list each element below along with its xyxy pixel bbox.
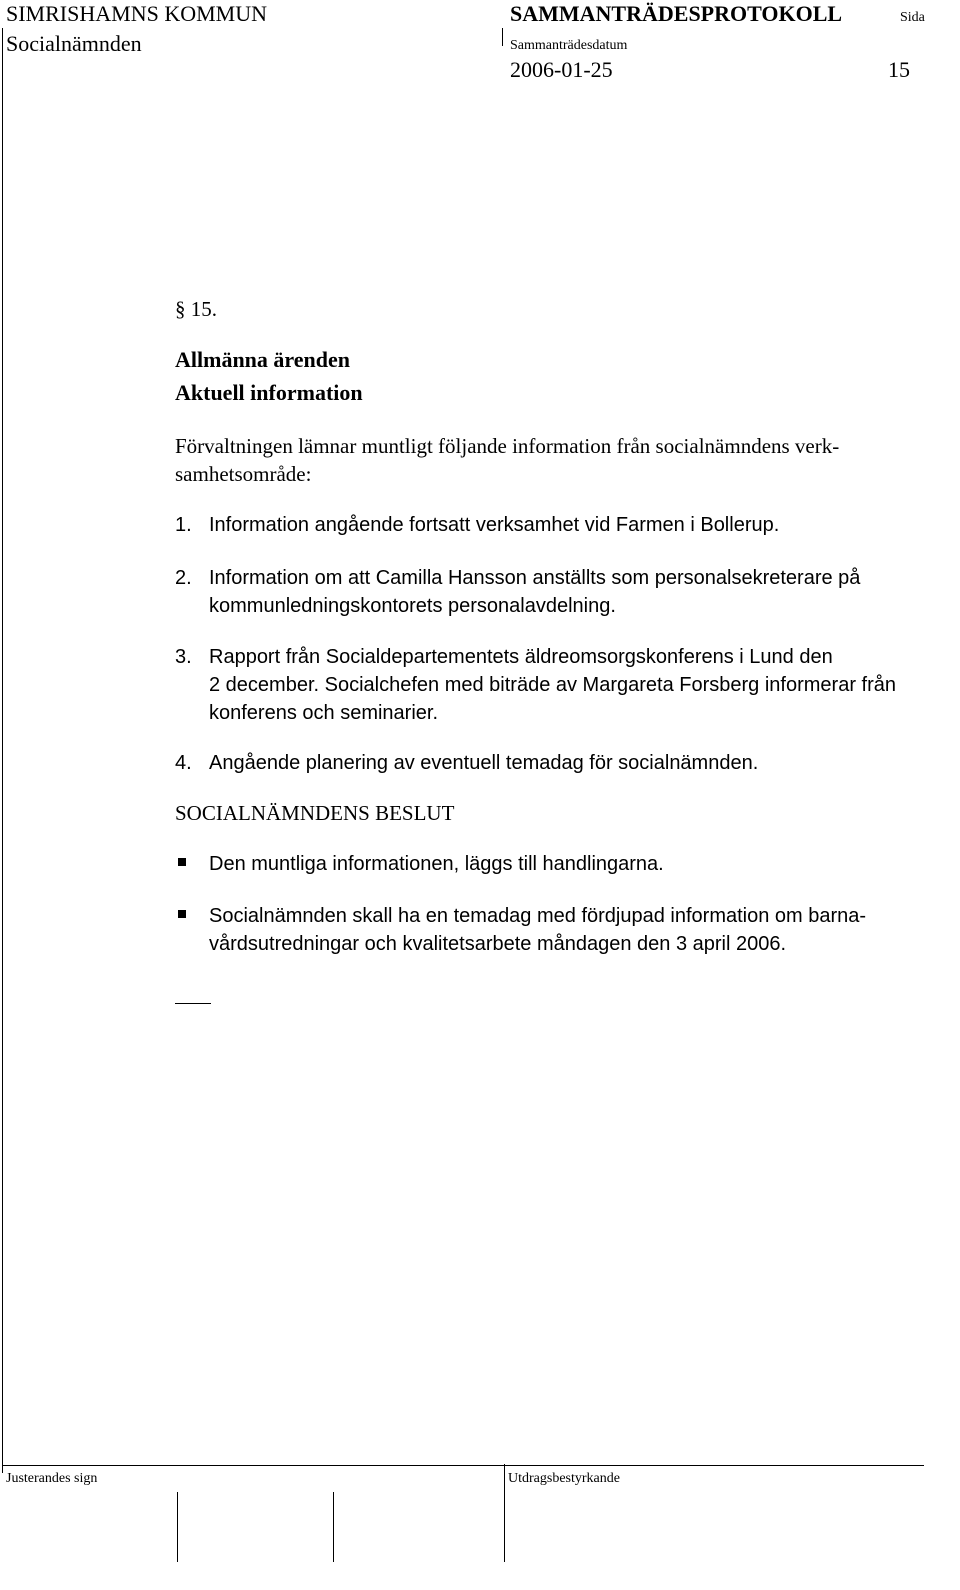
list-item-number: 4. bbox=[175, 752, 192, 774]
page-label: Sida bbox=[900, 10, 925, 25]
list-item-continued: konferens och seminarier. bbox=[209, 702, 439, 724]
left-margin-line bbox=[2, 28, 3, 1473]
municipality-name: SIMRISHAMNS KOMMUN bbox=[6, 1, 267, 26]
list-item: Rapport från Socialdepartementets äldreomsorgskonferens i Lund den bbox=[209, 646, 833, 668]
page-number: 15 bbox=[888, 57, 910, 82]
decision-item-continued: vårdsutredningar och kvalitetsarbete måndagen den 3 april 2006. bbox=[209, 933, 787, 955]
document-type: SAMMANTRÄDESPROTOKOLL bbox=[510, 1, 843, 26]
signature-box-divider bbox=[177, 1492, 178, 1562]
decision-heading: SOCIALNÄMNDENS BESLUT bbox=[175, 801, 455, 825]
decision-item: Den muntliga informationen, läggs till handlingarna. bbox=[209, 853, 664, 875]
bullet-icon bbox=[178, 858, 186, 866]
list-item-number: 1. bbox=[175, 514, 192, 536]
justerandes-sign-label: Justerandes sign bbox=[6, 1471, 98, 1486]
list-item: Information angående fortsatt verksamhet vid Farmen i Bollerup. bbox=[209, 514, 780, 536]
signature-box-divider bbox=[504, 1464, 505, 1562]
list-item: Angående planering av eventuell temadag för socialnämnden. bbox=[209, 752, 759, 774]
header-divider-line bbox=[502, 28, 503, 46]
committee-name: Socialnämnden bbox=[6, 31, 142, 56]
date-label: Sammanträdesdatum bbox=[510, 38, 628, 53]
list-item-number: 2. bbox=[175, 567, 192, 589]
list-item-number: 3. bbox=[175, 646, 192, 668]
utdragsbestyrkande-label: Utdragsbestyrkande bbox=[508, 1471, 620, 1486]
intro-text-line2: samhetsområde: bbox=[175, 462, 312, 486]
closing-rule bbox=[175, 1003, 211, 1004]
list-item-continued: 2 december. Socialchefen med biträde av Margareta Forsberg informerar från bbox=[209, 674, 897, 696]
paragraph-number: § 15. bbox=[175, 297, 217, 321]
signature-box-divider bbox=[333, 1492, 334, 1562]
footer-rule bbox=[2, 1465, 924, 1466]
bullet-icon bbox=[178, 910, 186, 918]
decision-item: Socialnämnden skall ha en temadag med fördjupad information om barna- bbox=[209, 905, 867, 927]
section-title: Allmänna ärenden bbox=[175, 347, 351, 372]
section-subtitle: Aktuell information bbox=[175, 380, 363, 405]
meeting-date: 2006-01-25 bbox=[510, 57, 613, 82]
intro-text-line1: Förvaltningen lämnar muntligt följande information från socialnämndens verk- bbox=[175, 434, 840, 458]
list-item: Information om att Camilla Hansson anställts som personalsekreterare på bbox=[209, 567, 861, 589]
list-item-continued: kommunledningskontorets personalavdelning. bbox=[209, 595, 616, 617]
